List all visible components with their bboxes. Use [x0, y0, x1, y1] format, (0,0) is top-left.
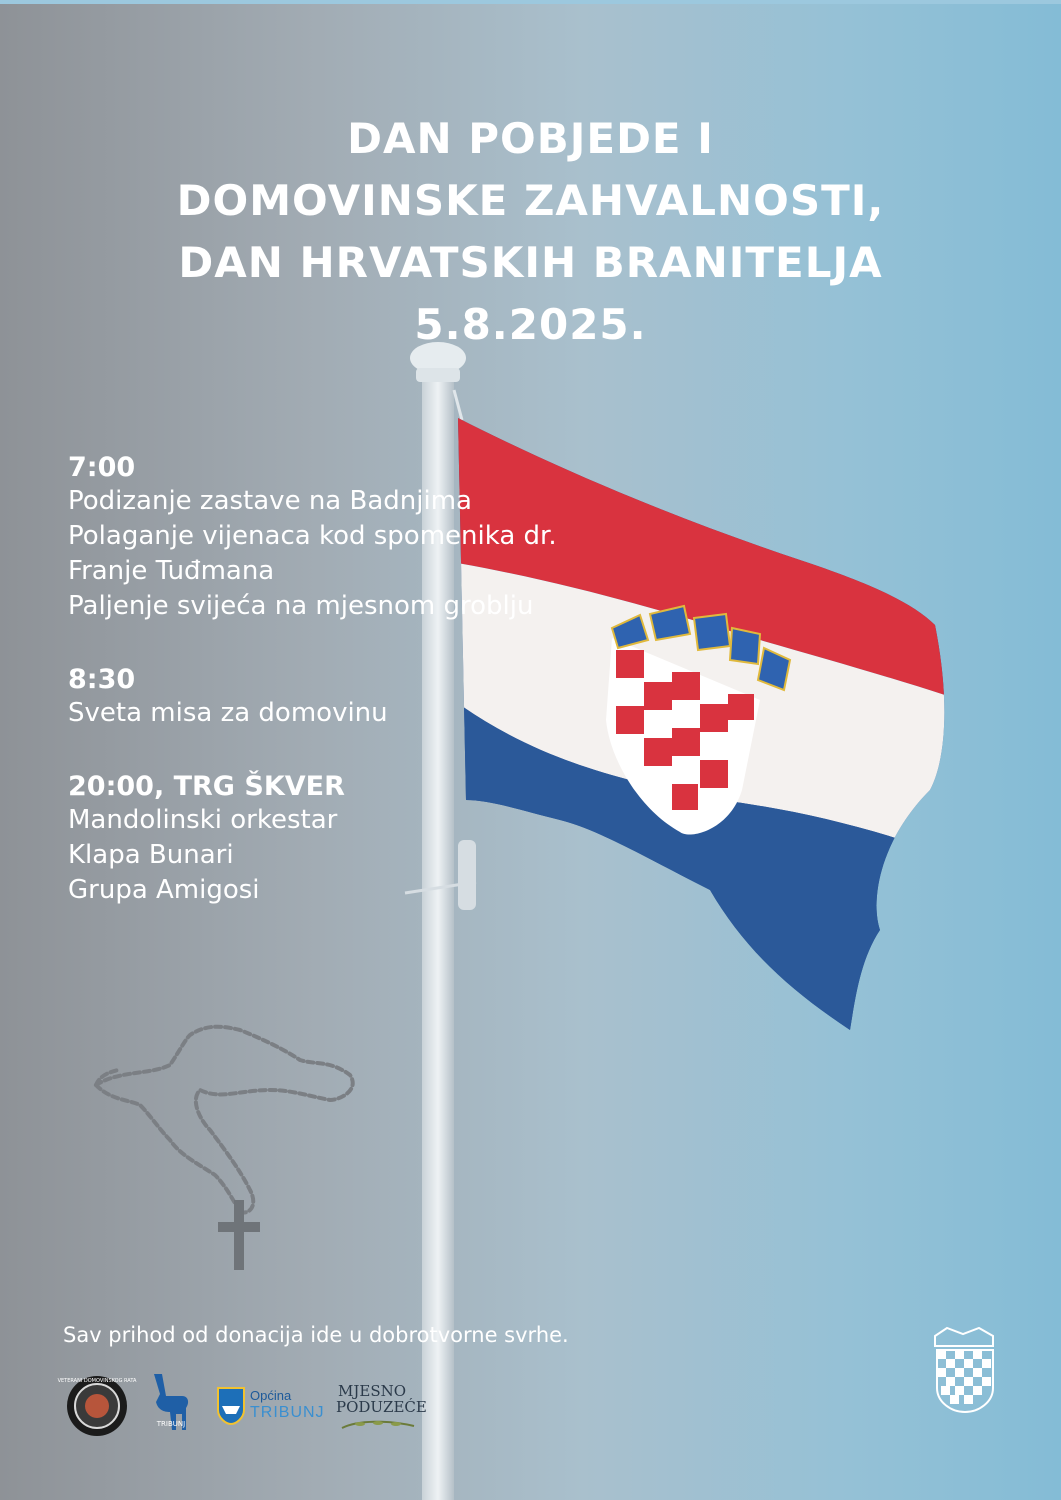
title-line-3: DAN HRVATSKIH BRANITELJA [178, 238, 883, 287]
croatian-shield-icon [935, 1328, 993, 1412]
schedule-item: Polaganje vijenaca kod spomenika dr. [68, 521, 557, 551]
title-line-1: DAN POBJEDE I [347, 114, 714, 163]
event-schedule [68, 452, 768, 948]
schedule-item: Sveta misa za domovinu [68, 698, 388, 728]
schedule-time: 7:00 [68, 452, 136, 483]
schedule-block-evening [68, 771, 768, 908]
schedule-time: 20:00, TRG ŠKVER [68, 771, 345, 802]
olive-branch-icon [338, 1418, 418, 1432]
donation-note: Sav prihod od donacija ide u dobrotvorne svrhe. [63, 1323, 569, 1347]
schedule-item: Mandolinski orkestar [68, 805, 338, 835]
schedule-block-mass [68, 664, 768, 731]
veterans-logo [57, 1370, 137, 1442]
tribunj-donkey-text: TRIBUNJ [156, 1420, 186, 1428]
schedule-item: Franje Tuđmana [68, 556, 275, 586]
title-line-2: DOMOVINSKE ZAHVALNOSTI, [176, 176, 885, 225]
title-date: 5.8.2025. [414, 300, 647, 349]
tribunj-donkey-logo [146, 1368, 196, 1438]
opcina-tribunj-logo [216, 1386, 326, 1430]
schedule-time: 8:30 [68, 664, 136, 695]
schedule-block-morning [68, 452, 768, 624]
opcina-label: Općina [250, 1388, 292, 1403]
opcina-shield-icon [216, 1386, 246, 1426]
schedule-item: Klapa Bunari [68, 840, 234, 870]
cross-icon [218, 1200, 260, 1270]
veterans-logo-text: VETERANI DOMOVINSKOG RATA [57, 1378, 137, 1384]
mjesno-poduzece-logo [336, 1382, 426, 1434]
schedule-item: Podizanje zastave na Badnjima [68, 486, 472, 516]
opcina-name: TRIBUNJ [250, 1404, 325, 1421]
mjesno-line2: PODUZEĆE [336, 1398, 427, 1416]
schedule-item: Paljenje svijeća na mjesnom groblju [68, 591, 534, 621]
mjesno-line1: MJESNO [338, 1382, 407, 1400]
poster-title [0, 108, 1061, 356]
rosary-map-icon [96, 1027, 353, 1213]
schedule-item: Grupa Amigosi [68, 875, 260, 905]
